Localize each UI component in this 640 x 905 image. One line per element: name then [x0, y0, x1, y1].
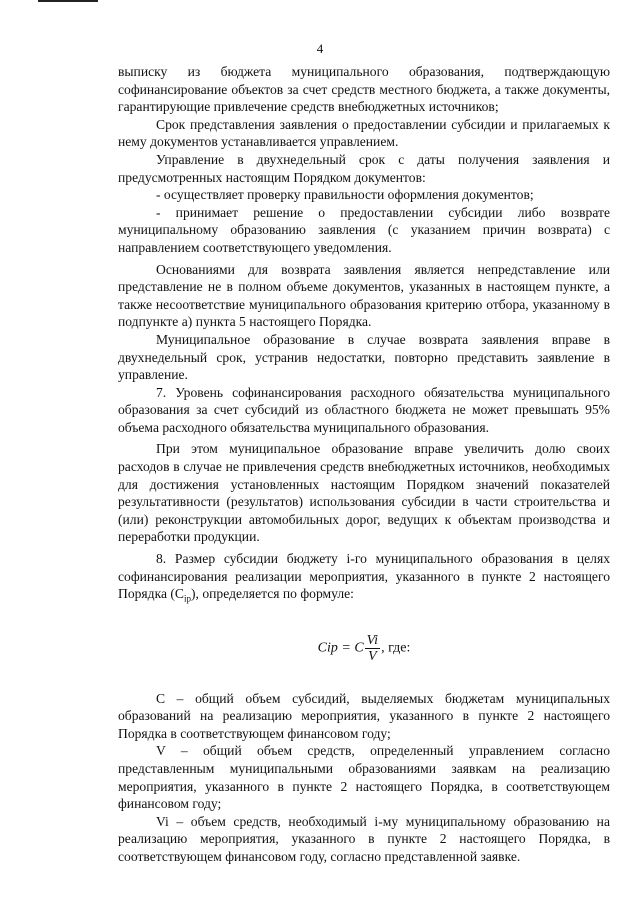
definition-v: V – общий объем средств, определенный управлением согласно представленным муниципальными образованиями заявкам на реализацию мероприятия, указанного в пункте 2 настоящего Порядка, в соответствующем финансовом году; [118, 743, 610, 812]
paragraph-resubmission: Муниципальное образование в случае возврата заявления вправе в двухнедельный срок, устранив недостатки, повторно представить заявление в управление. [118, 331, 610, 383]
paragraph-review-period: Управление в двухнедельный срок с даты получения заявления и предусмотренных настоящим Порядком документов: [118, 151, 610, 185]
list-item-check: - осуществляет проверку правильности оформления документов; [156, 187, 534, 203]
subsidy-size-text: 8. Размер субсидии бюджету i-го муниципального образования в целях софинансирования реализации мероприятия, указанного в пункте 2 настоящего Порядка (C [118, 551, 610, 602]
top-rule [38, 0, 98, 2]
subsidy-size-subscript: ip [184, 593, 192, 604]
paragraph-cofinancing-level: 7. Уровень софинансирования расходного обязательства муниципального образования за счет субсидий из областного бюджета не может превышать 95% объема расходного обязательства муниципального образования. [118, 384, 610, 435]
formula-numerator: Vi [366, 632, 379, 648]
definition-vi: Vi – объем средств, необходимый i-му муниципальному образованию на реализацию мероприятия, указанного в пункте 2 настоящего Порядка, в соответствующем финансовом году, согласно представленной заявке. [118, 813, 610, 864]
paragraph-continuation: выписку из бюджета муниципального образования, подтверждающую софинансирование объектов за счет средств местного бюджета, а также документы, гарантирующие привлечение средств внебюджетных источников; [118, 64, 610, 115]
formula-denominator: V [368, 648, 377, 664]
formula-lhs: Cip = C [317, 640, 364, 656]
paragraph-increase-share: При этом муниципальное образование вправе увеличить долю своих расходов в случае не привлечения средств внебюджетных источников, необходимых для достижения установленных настоящим Порядком значений показателей результативности (результатов) использования субсидии в части строительства и (или) реконструкции автомобильных дорог, ведущих к объектам производства и переработки продукции. [118, 441, 610, 545]
page-number: 4 [316, 41, 324, 56]
formula-fraction [365, 633, 380, 664]
formula-suffix: , где: [381, 640, 411, 656]
subsidy-size-end: ), определяется по формуле: [191, 586, 354, 602]
paragraph-submission-deadline: Срок представления заявления о предоставлении субсидии и прилагаемых к нему документов устанавливается управлением. [118, 116, 610, 150]
paragraph-return-grounds: Основаниями для возврата заявления является непредставление или представление не в полном объеме документов, указанных в настоящем пункте, а также несоответствие муниципального образования критерию отбора, указанному в подпункте а) пункта 5 настоящего Порядка. [118, 261, 610, 330]
list-item-decision: - принимает решение о предоставлении субсидии либо возврате муниципальному образованию заявления (с указанием причин возврата) с направлением соответствующего уведомления. [118, 204, 610, 255]
definition-c: C – общий объем субсидий, выделяемых бюджетам муниципальных образований на реализацию мероприятия, указанного в пункте 2 настоящего Порядка в соответствующем финансовом году; [118, 690, 610, 741]
paragraph-subsidy-size [118, 550, 610, 609]
document-body [118, 63, 610, 865]
subsidy-formula [118, 633, 610, 664]
